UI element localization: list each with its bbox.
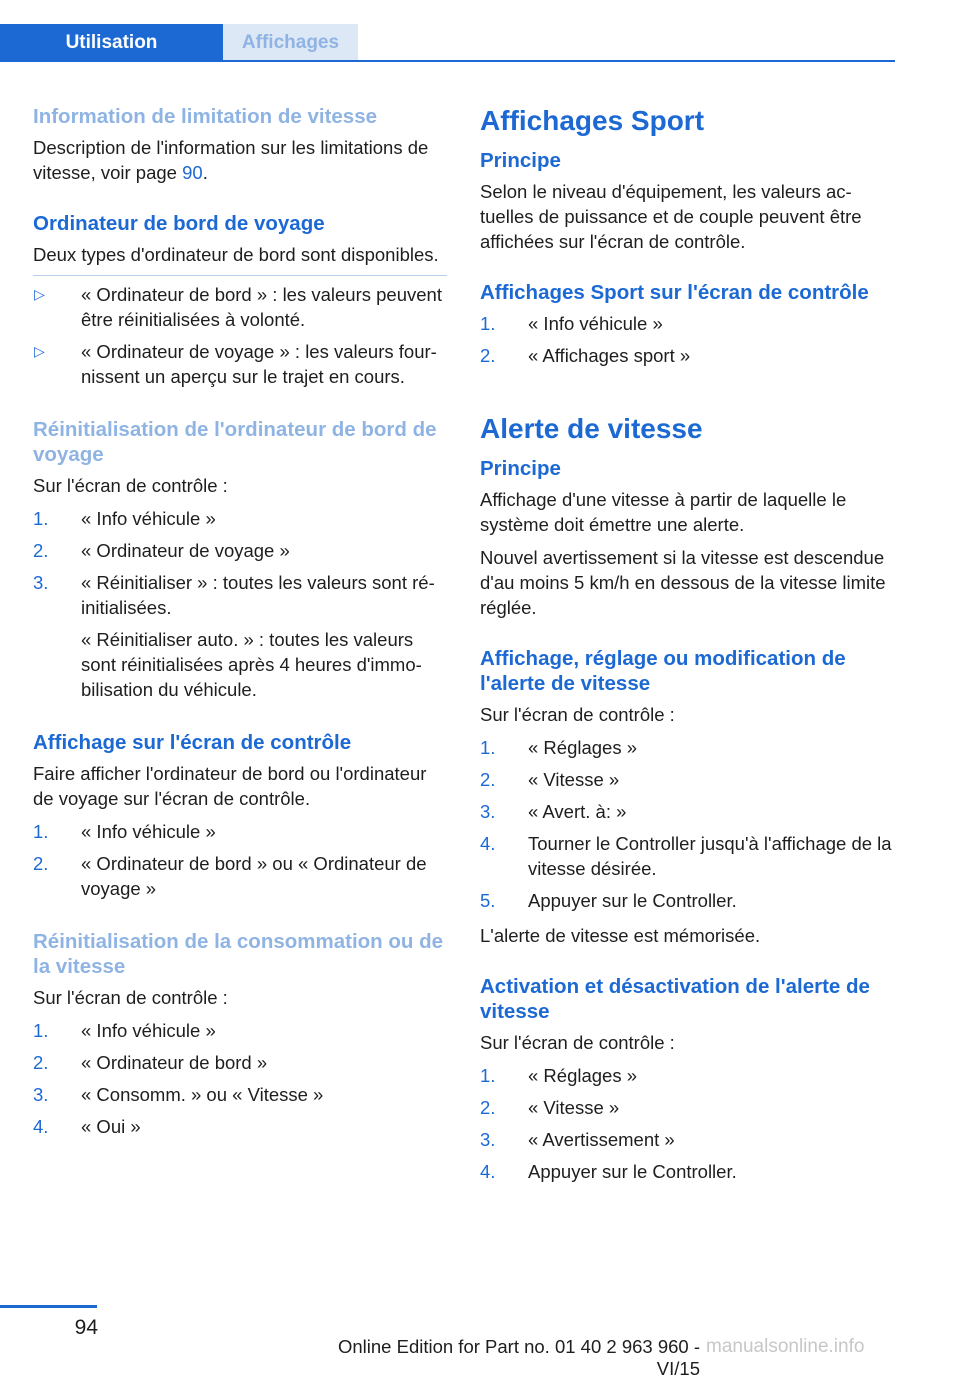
list-item: 3. « Avert. à: » — [480, 801, 627, 822]
speed-warning-title: Alerte de vitesse — [480, 413, 703, 444]
tab-affichages[interactable]: Affichages — [223, 24, 358, 62]
list-item: 3. « Avertissement » — [480, 1129, 675, 1150]
sport-displays-title: Affichages Sport — [480, 105, 705, 136]
watermark-text: manualsonline.info — [706, 1336, 865, 1357]
reset-trip-computer-steps — [33, 506, 447, 702]
speed-warning-toggle-steps — [480, 1063, 894, 1184]
edition-text: Online Edition for Part no. 01 40 2 963 960 - VI/15 — [337, 1336, 700, 1379]
sport-principle-heading: Principe — [480, 149, 561, 172]
list-item: 2. « Ordinateur de voyage » — [33, 540, 290, 561]
list-item: 1. « Info véhicule » — [33, 821, 216, 842]
page-number: 94 — [74, 1316, 98, 1339]
trip-computer-bullets — [33, 282, 447, 389]
speed-warning-text-2: Nouvel avertissement si la vitesse est descendue d'au moins 5 km/h en dessous de la vitesse limite réglée. — [480, 547, 886, 618]
speed-warning-toggle-heading: Activation et désactivation de l'alerte de vitesse — [480, 975, 870, 1023]
list-item: 2. « Ordinateur de bord » — [33, 1052, 268, 1073]
footer-rule — [0, 1305, 97, 1308]
speed-warning-settings-heading: Affichage, réglage ou modification de l'alerte de vitesse — [480, 647, 846, 695]
triangle-bullet-icon: ▷ — [34, 286, 45, 302]
tab-underline — [0, 60, 895, 62]
trip-computer-text: Deux types d'ordinateur de bord sont disponibles. — [33, 244, 439, 265]
header-tabs — [0, 24, 895, 62]
list-item: 3. « Consomm. » ou « Vitesse » — [33, 1084, 324, 1105]
list-item: 3. « Réinitialiser » : toutes les valeurs sont réinitialisées. « Réinitialiser auto. » : toutes les valeurs sont réinitialisées après 4 heures d'immobilisation du véhicule. — [33, 570, 447, 702]
list-item: 1. « Réglages » — [480, 737, 638, 758]
list-item: 2. « Ordinateur de bord » ou « Ordinateur de voyage » — [33, 853, 427, 899]
reset-trip-computer-text: Sur l'écran de contrôle : — [33, 475, 228, 496]
list-item: 1. « Info véhicule » — [480, 313, 663, 334]
speed-warning-settings-text: Sur l'écran de contrôle : — [480, 704, 675, 725]
list-item: 4. « Oui » — [33, 1116, 141, 1137]
page-link[interactable]: 90 — [182, 162, 203, 183]
sport-control-display-heading: Affichages Sport sur l'écran de contrôle — [480, 281, 869, 304]
reset-consumption-steps — [33, 1018, 447, 1139]
sport-principle-text: Selon le niveau d'équipement, les valeurs actuelles de puissance et de couple peuvent être affichées sur l'écran de contrôle. — [480, 181, 862, 252]
divider — [33, 275, 447, 276]
list-item: 4. Tourner le Controller jusqu'à l'affichage de la vitesse désirée. — [480, 833, 892, 879]
speed-warning-principle-heading: Principe — [480, 457, 561, 480]
list-item: ▷ « Ordinateur de bord » : les valeurs peuvent être réinitialisées à volonté. — [34, 284, 442, 330]
list-item: 1. « Info véhicule » — [33, 1020, 216, 1041]
trip-computer-heading: Ordinateur de bord de voyage — [33, 212, 325, 235]
control-display-text: Faire afficher l'ordinateur de bord ou l'ordinateur de voyage sur l'écran de contrôle. — [33, 763, 427, 809]
speed-warning-text-1: Affichage d'une vitesse à partir de laquelle le système doit émettre une alerte. — [480, 489, 847, 535]
reset-trip-computer-heading: Réinitialisation de l'ordinateur de bord de voyage — [33, 418, 437, 466]
list-item: 4. Appuyer sur le Controller. — [480, 1161, 737, 1182]
list-item: 5. Appuyer sur le Controller. — [480, 890, 737, 911]
speed-warning-stored-text: L'alerte de vitesse est mémorisée. — [480, 925, 761, 946]
list-item: 1. « Réglages » — [480, 1065, 638, 1086]
speed-limit-info-text: Description de l'information sur les limitations de vitesse, voir page 90. — [33, 137, 429, 183]
triangle-bullet-icon: ▷ — [34, 343, 45, 359]
list-item: 1. « Info véhicule » — [33, 508, 216, 529]
list-item: 2. « Affichages sport » — [480, 345, 691, 366]
reset-consumption-text: Sur l'écran de contrôle : — [33, 987, 228, 1008]
speed-limit-info-heading: Information de limitation de vitesse — [33, 105, 378, 128]
reset-consumption-heading: Réinitialisation de la consommation ou de la vitesse — [33, 930, 444, 978]
list-item: 2. « Vitesse » — [480, 1097, 620, 1118]
right-column — [480, 104, 894, 1194]
speed-warning-settings-steps — [480, 735, 894, 913]
speed-warning-toggle-text: Sur l'écran de contrôle : — [480, 1032, 675, 1053]
list-item: ▷ « Ordinateur de voyage » : les valeurs fournissent un aperçu sur le trajet en cours. — [34, 341, 437, 387]
tab-utilisation[interactable]: Utilisation — [0, 24, 223, 62]
list-item: 2. « Vitesse » — [480, 769, 620, 790]
left-column — [33, 104, 447, 1149]
step-note: « Réinitialiser auto. » : toutes les valeurs sont réinitialisées après 4 heures d'immobilisation du véhicule. — [81, 629, 422, 700]
control-display-steps — [33, 819, 447, 901]
sport-steps — [480, 311, 894, 368]
control-display-heading: Affichage sur l'écran de contrôle — [33, 731, 352, 754]
